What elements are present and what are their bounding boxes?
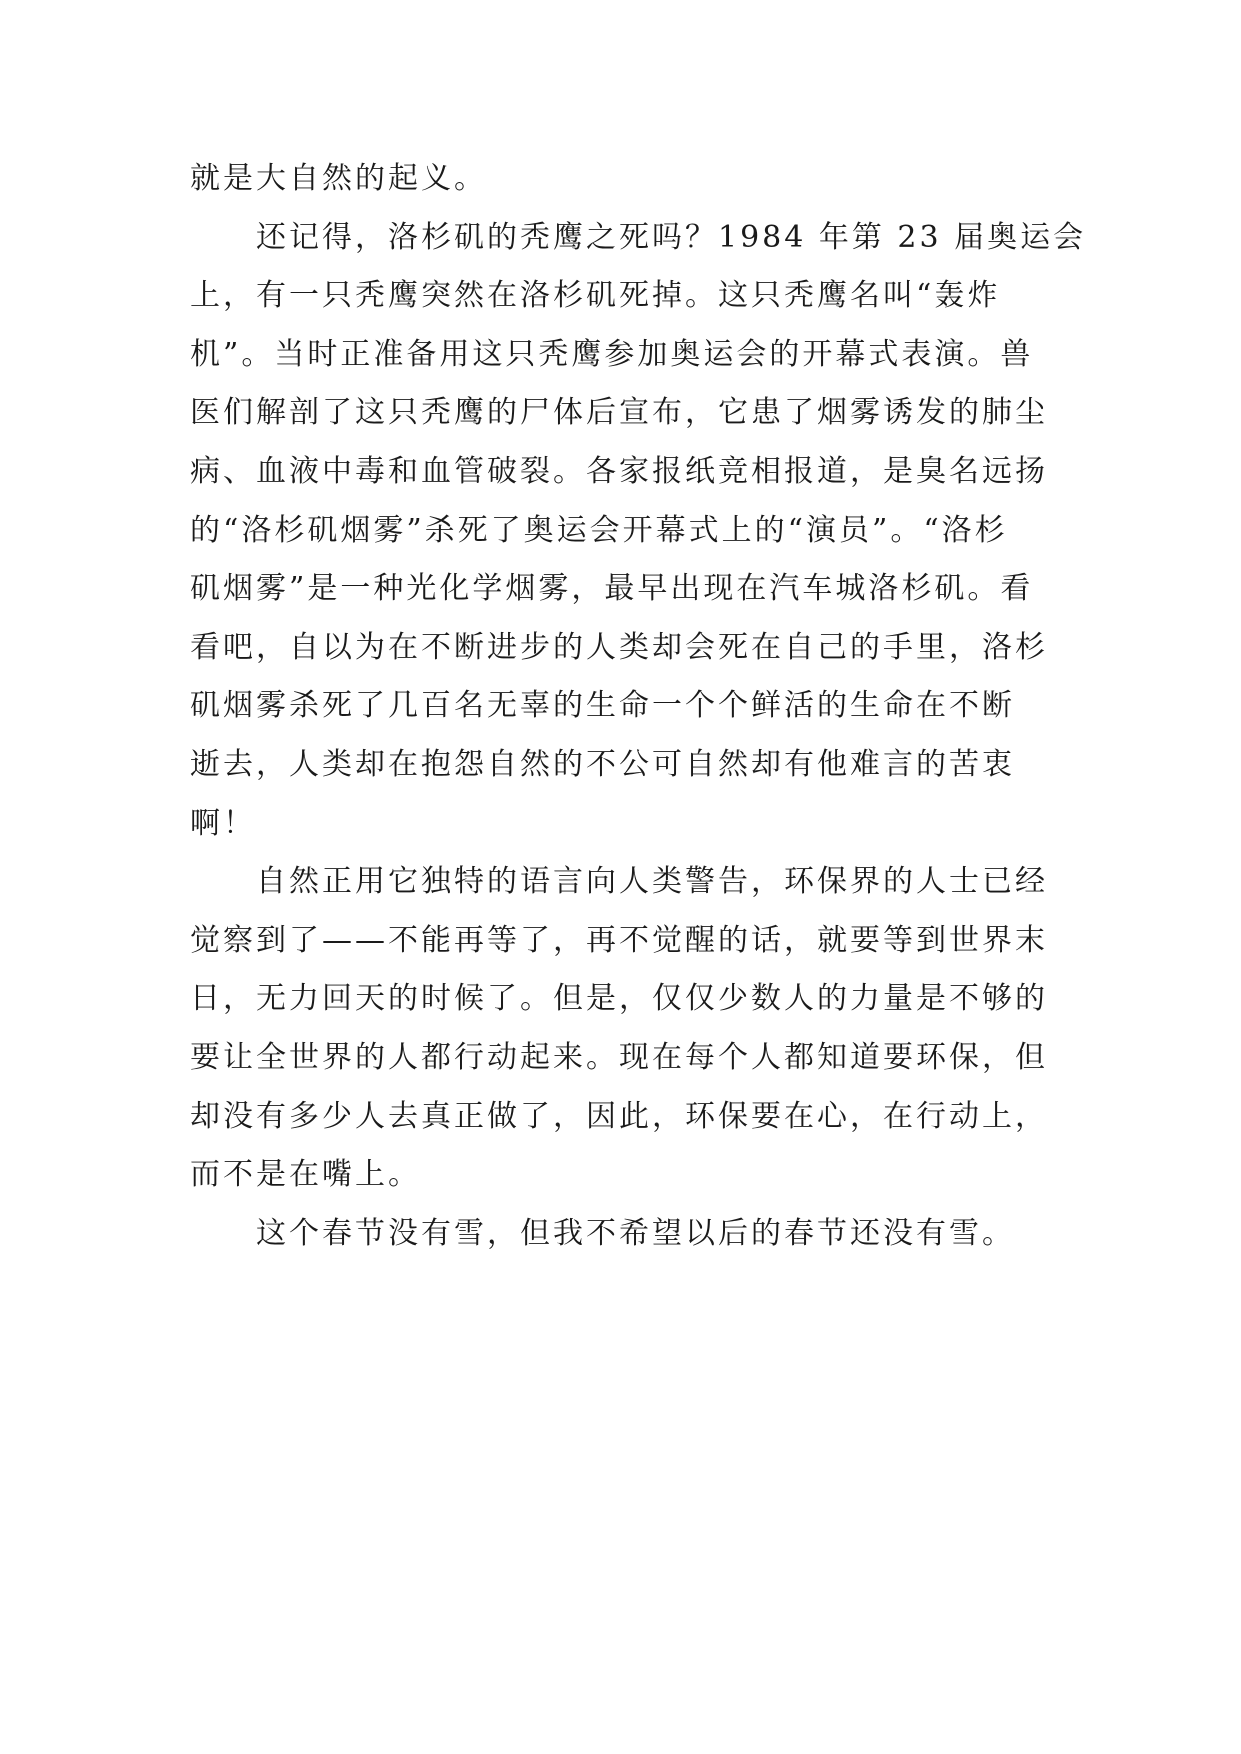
text-line: 自然正用它独特的语言向人类警告，环保界的人士已经 xyxy=(256,864,1048,900)
text-line: 还记得，洛杉矶的秃鹰之死吗？1984 年第 23 届奥运会 xyxy=(256,219,1087,255)
text-line: 病、血液中毒和血管破裂。各家报纸竞相报道，是臭名远扬 xyxy=(190,453,1048,489)
text-line: 这个春节没有雪，但我不希望以后的春节还没有雪。 xyxy=(256,1215,1015,1251)
text-line: 矶烟雾”是一种光化学烟雾，最早出现在汽车城洛杉矶。看 xyxy=(190,571,1034,607)
text-line: 日，无力回天的时候了。但是，仅仅少数人的力量是不够的 xyxy=(190,981,1048,1017)
text-line: 就是大自然的起义。 xyxy=(190,161,487,196)
text-line: 而不是在嘴上。 xyxy=(190,1157,421,1193)
text-line: 逝去，人类却在抱怨自然的不公可自然却有他难言的苦衷 xyxy=(190,746,1015,782)
text-line: 上，有一只秃鹰突然在洛杉矶死掉。这只秃鹰名叫“轰炸 xyxy=(190,278,1001,314)
text-line: 看吧，自以为在不断进步的人类却会死在自己的手里，洛杉 xyxy=(190,629,1048,665)
essay-body xyxy=(190,150,1087,1263)
text-line: 矶烟雾杀死了几百名无辜的生命一个个鲜活的生命在不断 xyxy=(190,688,1015,724)
text-line: 要让全世界的人都行动起来。现在每个人都知道要环保，但 xyxy=(190,1039,1048,1075)
text-line: 觉察到了——不能再等了，再不觉醒的话，就要等到世界末 xyxy=(190,922,1048,958)
text-line: 却没有多少人去真正做了，因此，环保要在心，在行动上， xyxy=(190,1098,1048,1134)
text-line: 的“洛杉矶烟雾”杀死了奥运会开幕式上的“演员”。“洛杉 xyxy=(190,512,1008,548)
text-line: 啊！ xyxy=(190,805,256,841)
text-line: 医们解剖了这只秃鹰的尸体后宣布，它患了烟雾诱发的肺尘 xyxy=(190,395,1048,431)
text-line: 机”。当时正准备用这只秃鹰参加奥运会的开幕式表演。兽 xyxy=(190,336,1034,372)
